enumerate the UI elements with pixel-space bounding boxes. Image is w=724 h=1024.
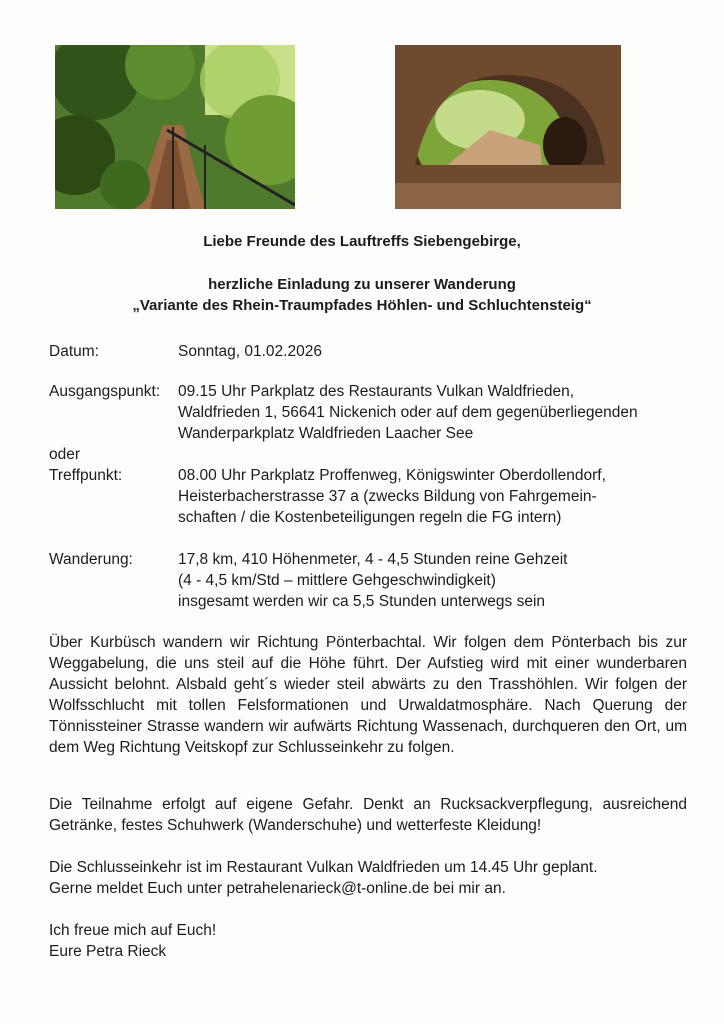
wanderung-line: (4 - 4,5 km/Std – mittlere Gehgeschwindigkeit) [178,572,496,589]
ausgang-label: Ausgangspunkt: [49,383,161,400]
ausgang-line: Wanderparkplatz Waldfrieden Laacher See [178,425,474,442]
ausgang-line: 09.15 Uhr Parkplatz des Restaurants Vulkan Waldfrieden, [178,383,575,400]
datum-label: Datum: [49,343,99,360]
datum-value: Sonntag, 01.02.2026 [178,343,322,360]
ausgang-value [178,381,638,444]
wanderung-label: Wanderung: [49,551,133,568]
route-description: Über Kurbüsch wandern wir Richtung Pönterbachtal. Wir folgen dem Pönterbach bis zur Weggabelung, die uns steil auf die Höhe führt. Der Aufstieg wird mit einer wunderbaren Aussicht belohnt. Alsbald geht´s wieder steil abwärts zu den Trasshöhlen. Wir folgen der Wolfsschlucht mit tollen Felsformationen und Urwaldatmosphäre. Nach Querung der Tönnissteiner Strasse wandern wir aufwärts Richtung Wassenach, durchqueren den Ort, um dem Weg Richtung Veitskopf zur Schlusseinkehr zu folgen. [49,634,687,756]
wanderung-line: insgesamt werden wir ca 5,5 Stunden unterwegs sein [178,593,546,610]
greeting: Liebe Freunde des Lauftreffs Siebengebirge, [203,233,521,250]
signoff-line: Ich freue mich auf Euch! [49,922,217,939]
hike-title: „Variante des Rhein-Traumpfades Höhlen- und Schluchtensteig“ [132,297,592,314]
cave-photo [395,45,621,209]
wanderung-value [178,549,567,612]
oder-label: oder [49,446,81,463]
wanderung-line: 17,8 km, 410 Höhenmeter, 4 - 4,5 Stunden reine Gehzeit [178,551,568,568]
safety-notice: Die Teilnahme erfolgt auf eigene Gefahr. Denkt an Rucksackverpflegung, ausreichend Getränke, festes Schuhwerk (Wanderschuhe) und wetterfeste Kleidung! [49,796,687,834]
treff-line: schaften / die Kostenbeteiligungen regeln die FG intern) [178,509,562,526]
treff-line: Heisterbacherstrasse 37 a (zwecks Bildung von Fahrgemein- [178,488,597,505]
forest-path-photo [55,45,295,209]
treff-line: 08.00 Uhr Parkplatz Proffenweg, Königswinter Oberdollendorf, [178,467,606,484]
treff-value [178,465,606,528]
einkehr-info: Die Schlusseinkehr ist im Restaurant Vulkan Waldfrieden um 14.45 Uhr geplant. [49,859,598,876]
signature: Eure Petra Rieck [49,943,167,960]
invitation-line: herzliche Einladung zu unserer Wanderung [208,276,516,293]
ausgang-line: Waldfrieden 1, 56641 Nickenich oder auf dem gegenüberliegenden [178,404,638,421]
registration-info: Gerne meldet Euch unter petrahelenarieck@t-online.de bei mir an. [49,880,506,897]
treff-label: Treffpunkt: [49,467,123,484]
